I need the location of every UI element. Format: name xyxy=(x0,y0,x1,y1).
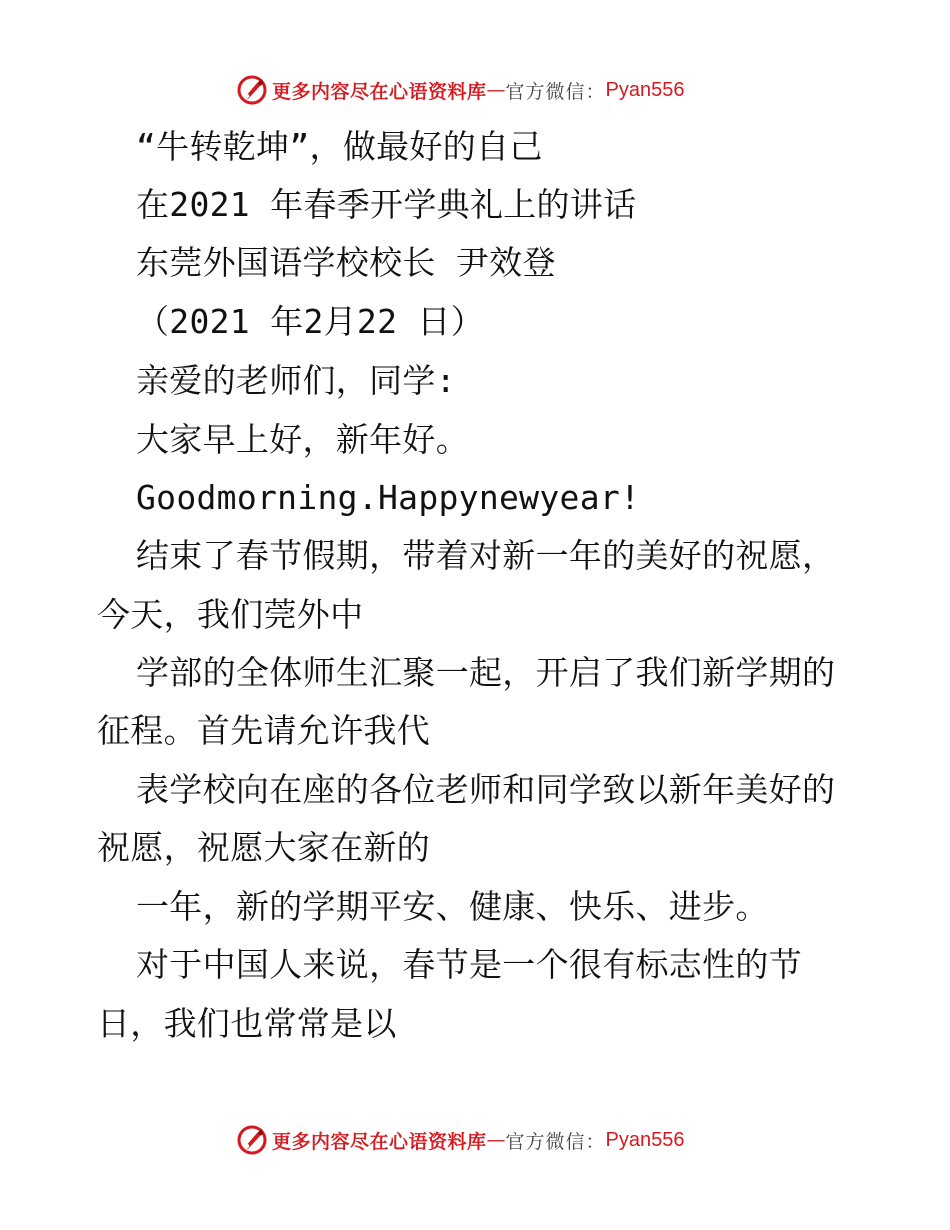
quill-seal-icon xyxy=(236,1124,268,1156)
body-line: 对于中国人来说，春节是一个很有标志性的节 xyxy=(136,945,802,984)
body-line: 征程。首先请允许我代 xyxy=(97,711,430,750)
body-line: 结束了春节假期，带着对新一年的美好的祝愿， xyxy=(136,536,836,575)
body-line: 表学校向在座的各位老师和同学致以新年美好的 xyxy=(136,770,836,809)
quill-seal-icon xyxy=(236,74,268,106)
watermark-brand: 更多内容尽在心语资料库 xyxy=(272,80,487,103)
document-subtitle: 在2021 年春季开学典礼上的讲话 xyxy=(136,185,637,224)
watermark-separator: — xyxy=(486,79,506,101)
document-title: “牛转乾坤”，做最好的自己 xyxy=(136,127,543,166)
body-line: 祝愿，祝愿大家在新的 xyxy=(97,828,430,867)
watermark-official-label: 官方微信： xyxy=(505,1130,606,1153)
body-line: 今天，我们莞外中 xyxy=(97,595,364,634)
watermark-separator: — xyxy=(486,1129,506,1151)
speech-date: （2021 年2月22 日） xyxy=(136,302,485,341)
body-line: 学部的全体师生汇聚一起，开启了我们新学期的 xyxy=(136,653,836,692)
body-line: 一年，新的学期平安、健康、快乐、进步。 xyxy=(136,887,769,926)
footer-watermark xyxy=(236,1123,685,1157)
body-line: 日，我们也常常是以 xyxy=(97,1004,397,1043)
watermark-brand: 更多内容尽在心语资料库 xyxy=(272,1130,487,1153)
watermark-wechat-id: Pyan556 xyxy=(605,78,685,101)
watermark-official-label: 官方微信： xyxy=(505,80,606,103)
salutation: 亲爱的老师们，同学: xyxy=(136,361,456,400)
header-watermark xyxy=(236,73,685,107)
speaker-line: 东莞外国语学校校长 尹效登 xyxy=(136,243,556,282)
watermark-wechat-id: Pyan556 xyxy=(605,1128,685,1151)
greeting-english: Goodmorning.Happynewyear! xyxy=(136,478,641,517)
greeting: 大家早上好，新年好。 xyxy=(136,420,469,459)
